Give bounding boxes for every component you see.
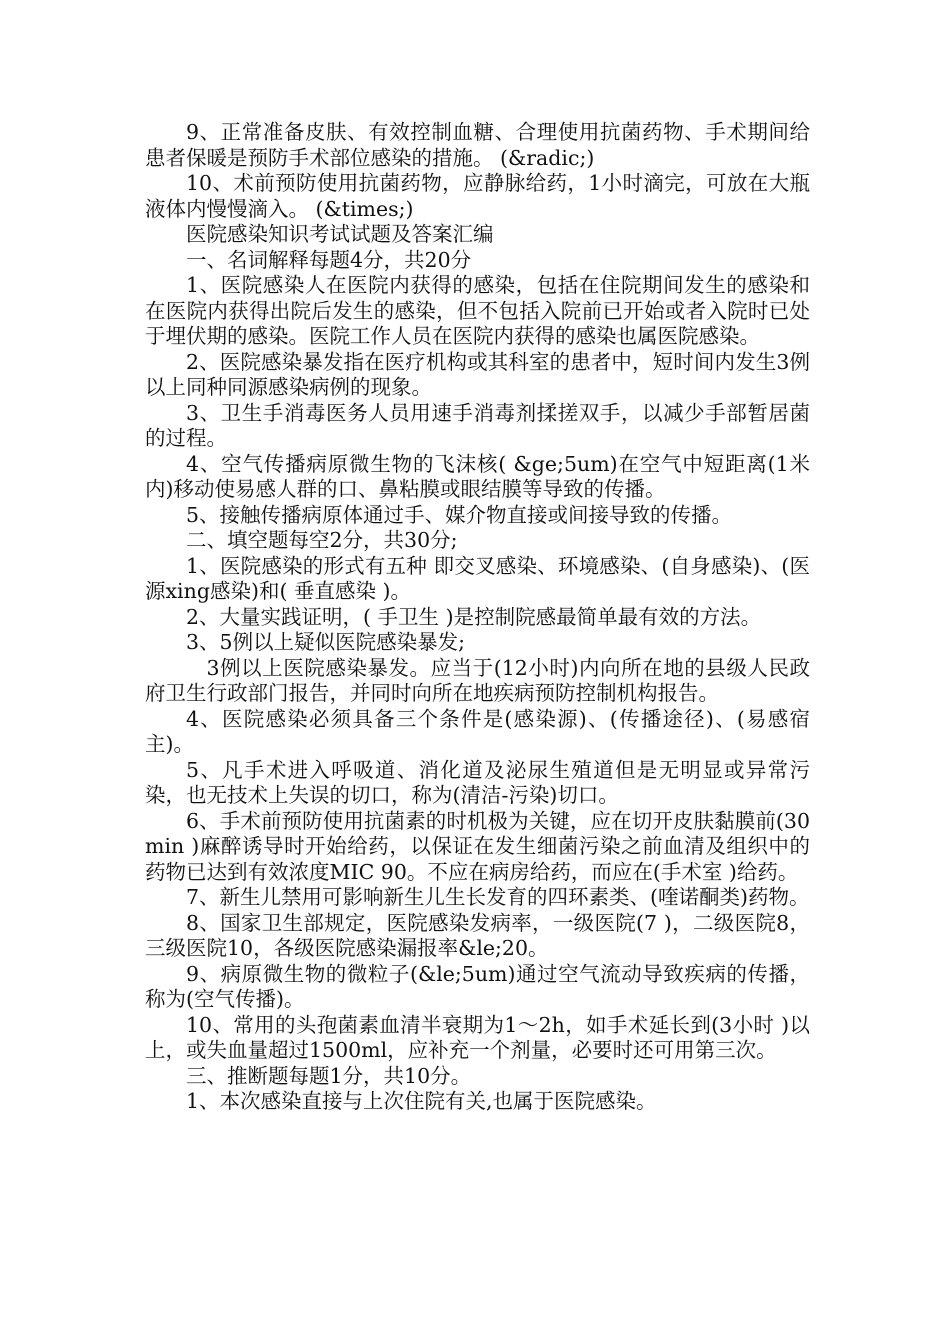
paragraph: 5、凡手术进入呼吸道、消化道及泌尿生殖道但是无明显或异常污染，也无技术上失误的切口，称为(清洁-污染)切口。 [145,757,810,807]
paragraph: 9、正常准备皮肤、有效控制血糖、合理使用抗菌药物、手术期间给患者保暖是预防手术部位感染的措施。 (&radic;) [145,120,810,170]
paragraph: 5、接触传播病原体通过手、媒介物直接或间接导致的传播。 [186,502,733,527]
paragraph: 8、国家卫生部规定，医院感染发病率，一级医院(7 )，二级医院8，三级医院10，各级医院感染漏报率&le;20。 [145,910,810,960]
paragraph: 2、医院感染暴发指在医疗机构或其科室的患者中，短时间内发生3例以上同种同源感染病例的现象。 [145,349,810,399]
document-page [145,120,810,1115]
paragraph: 6、手术前预防使用抗菌素的时机极为关键，应在切开皮肤黏膜前(30min )麻醉诱导时开始给药，以保证在发生细菌污染之前血清及组织中的药物已达到有效浓度MIC 90。不应在病房给药，而应在(手术室 )给药。 [145,808,810,884]
paragraph: 10、常用的头孢菌素血清半衰期为1～2h，如手术延长到(3小时 )以上，或失血量超过1500ml，应补充一个剂量，必要时还可用第三次。 [145,1012,810,1062]
paragraph: 3、卫生手消毒医务人员用速手消毒剂揉搓双手，以减少手部暂居菌的过程。 [145,400,810,450]
paragraph: 3例以上医院感染暴发。应当于(12小时)内向所在地的县级人民政府卫生行政部门报告，并同时向所在地疾病预防控制机构报告。 [145,655,810,705]
paragraph: 3、5例以上疑似医院感染暴发; [186,630,465,654]
document-title: 医院感染知识考试试题及答案汇编 [186,222,494,246]
paragraph: 1、医院感染人在医院内获得的感染，包括在住院期间发生的感染和在医院内获得出院后发生的感染，但不包括入院前已开始或者入院时已处于埋伏期的感染。医院工作人员在医院内获得的感染也属医院感染。 [145,273,810,348]
paragraph: 4、空气传播病原微生物的飞沫核( &ge;5um)在空气中短距离(1米内)移动使易感人群的口、鼻粘膜或眼结膜等导致的传播。 [145,451,810,501]
section-heading: 一、名词解释每题4分，共20分 [186,247,472,272]
paragraph: 7、新生儿禁用可影响新生儿生长发育的四环素类、(喹诺酮类)药物。 [186,885,810,909]
paragraph: 1、医院感染的形式有五种 即交叉感染、环境感染、(自身感染)、(医源xing感染)和( 垂直感染 )。 [145,553,810,603]
paragraph: 1、本次感染直接与上次住院有关,也属于医院感染。 [186,1089,657,1113]
section-heading: 二、填空题每空2分，共30分; [186,528,458,552]
paragraph: 4、医院感染必须具备三个条件是(感染源)、(传播途径)、(易感宿主)。 [145,706,810,756]
paragraph: 9、病原微生物的微粒子(&le;5um)通过空气流动导致疾病的传播，称为(空气传播)。 [145,961,810,1011]
paragraph: 2、大量实践证明，( 手卫生 )是控制院感最简单最有效的方法。 [186,604,762,629]
paragraph: 10、术前预防使用抗菌药物，应静脉给药，1小时滴完，可放在大瓶液体内慢慢滴入。 (&times;) [145,171,810,221]
section-heading: 三、推断题每题1分，共10分。 [186,1063,472,1088]
